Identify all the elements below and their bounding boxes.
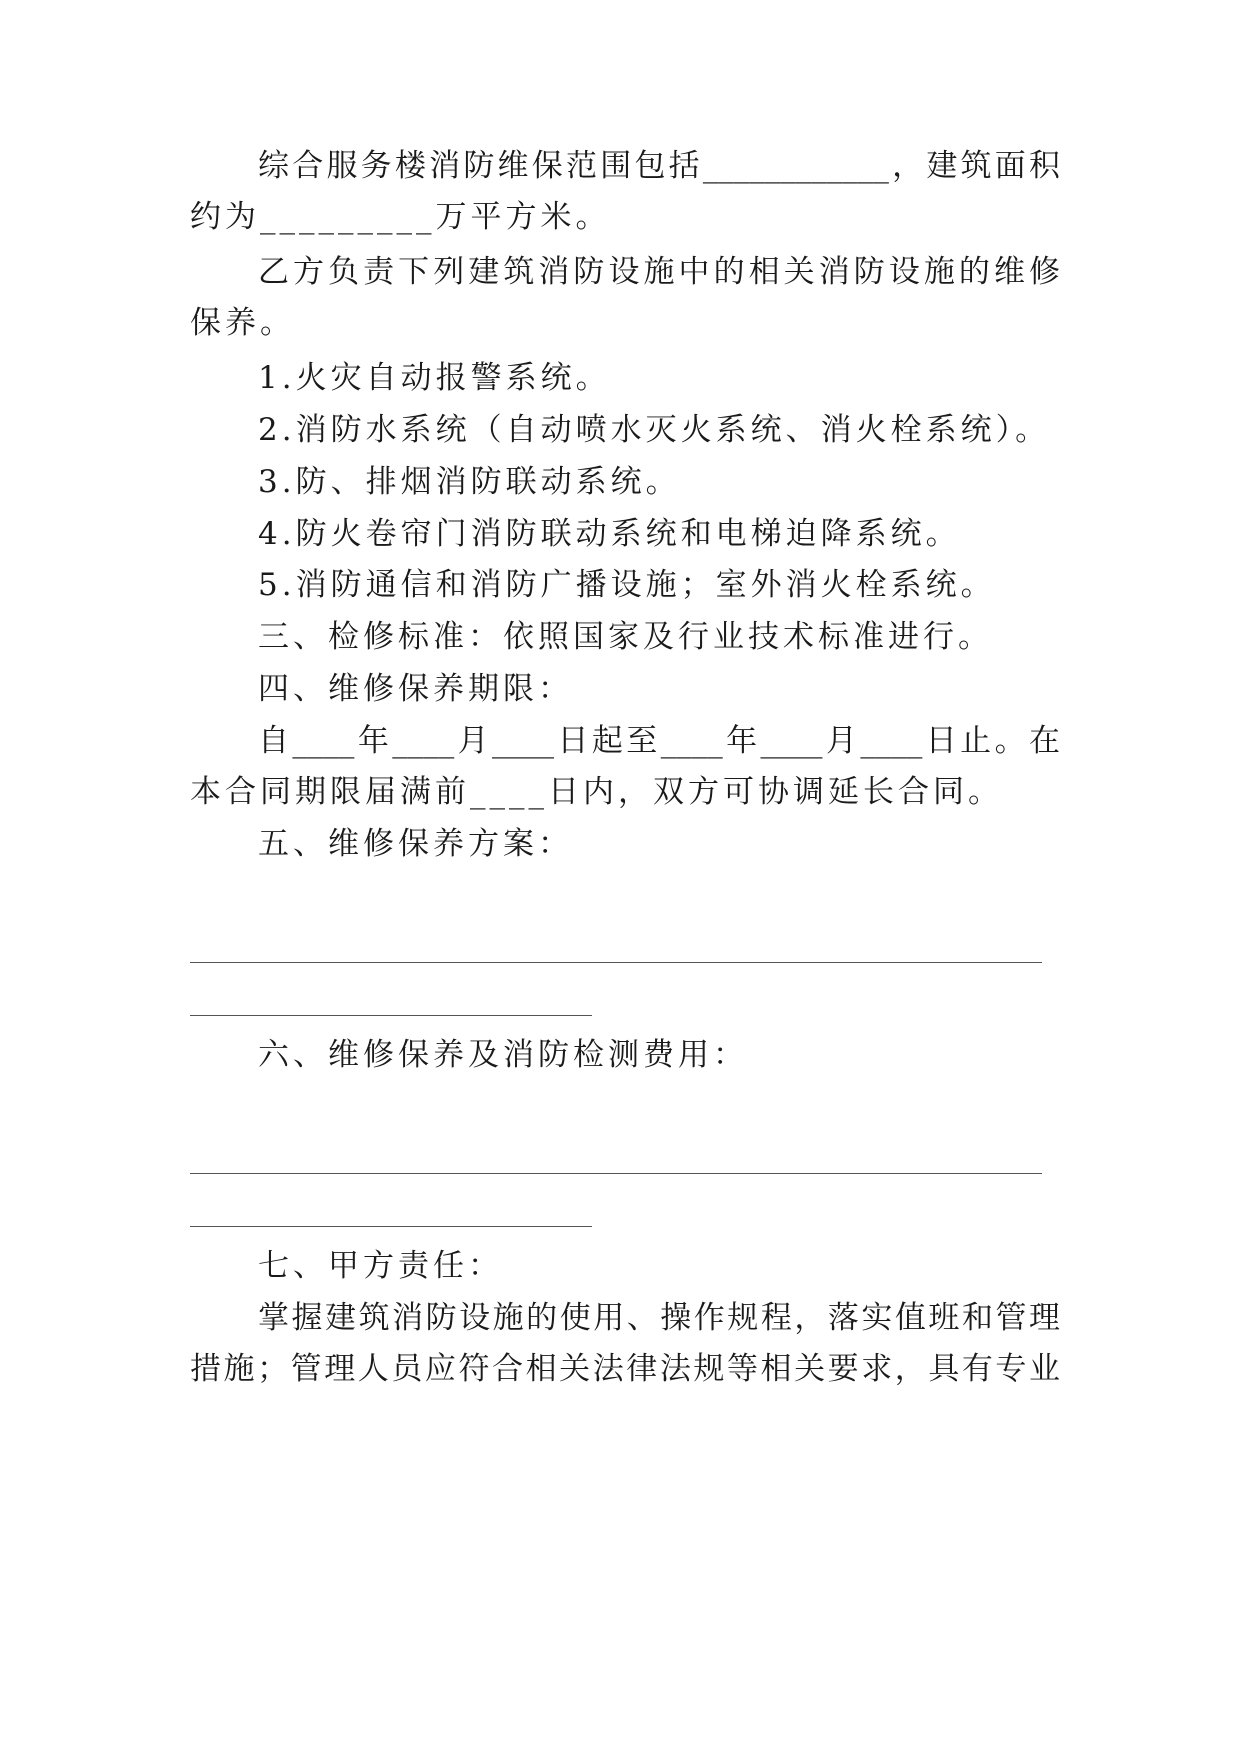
- section-7-paragraph-line-1: 掌握建筑消防设施的使用、操作规程，落实值班和管理: [258, 1300, 1060, 1336]
- section-6-heading: 六、维修保养及消防检测费用：: [258, 1037, 748, 1073]
- section-6-blank-line-1: [190, 1173, 1042, 1174]
- section-7-paragraph-line-2: 措施；管理人员应符合相关法律法规等相关要求，具有专业: [190, 1351, 1060, 1387]
- section-6-blank-line-2: [190, 1226, 592, 1227]
- scope-paragraph-line-1: 综合服务楼消防维保范围包括____________，建筑面积: [258, 148, 1060, 184]
- responsibility-paragraph-line-2: 保养。: [190, 305, 295, 341]
- section-4-period-line-1: 自____年____月____日起至____年____月____日止。在: [258, 723, 1060, 759]
- section-5-blank-line-1: [190, 962, 1042, 963]
- section-3-inspection-standard: 三、检修标准：依照国家及行业技术标准进行。: [258, 619, 993, 655]
- section-4-heading: 四、维修保养期限：: [258, 671, 573, 707]
- responsibility-paragraph-line-1: 乙方负责下列建筑消防设施中的相关消防设施的维修: [258, 254, 1060, 290]
- system-item-2: 2.消防水系统（自动喷水灭火系统、消火栓系统）。: [258, 412, 1051, 448]
- section-5-heading: 五、维修保养方案：: [258, 826, 573, 862]
- section-7-heading: 七、甲方责任：: [258, 1248, 503, 1284]
- system-item-3: 3.防、排烟消防联动系统。: [258, 464, 681, 500]
- scope-paragraph-line-2: 约为_________万平方米。: [190, 199, 611, 235]
- section-5-blank-line-2: [190, 1015, 592, 1016]
- system-item-4: 4.防火卷帘门消防联动系统和电梯迫降系统。: [258, 516, 961, 552]
- system-item-1: 1.火灾自动报警系统。: [258, 360, 611, 396]
- section-4-period-line-2: 本合同期限届满前____日内，双方可协调延长合同。: [190, 774, 1003, 810]
- system-item-5: 5.消防通信和消防广播设施；室外消火栓系统。: [258, 567, 996, 603]
